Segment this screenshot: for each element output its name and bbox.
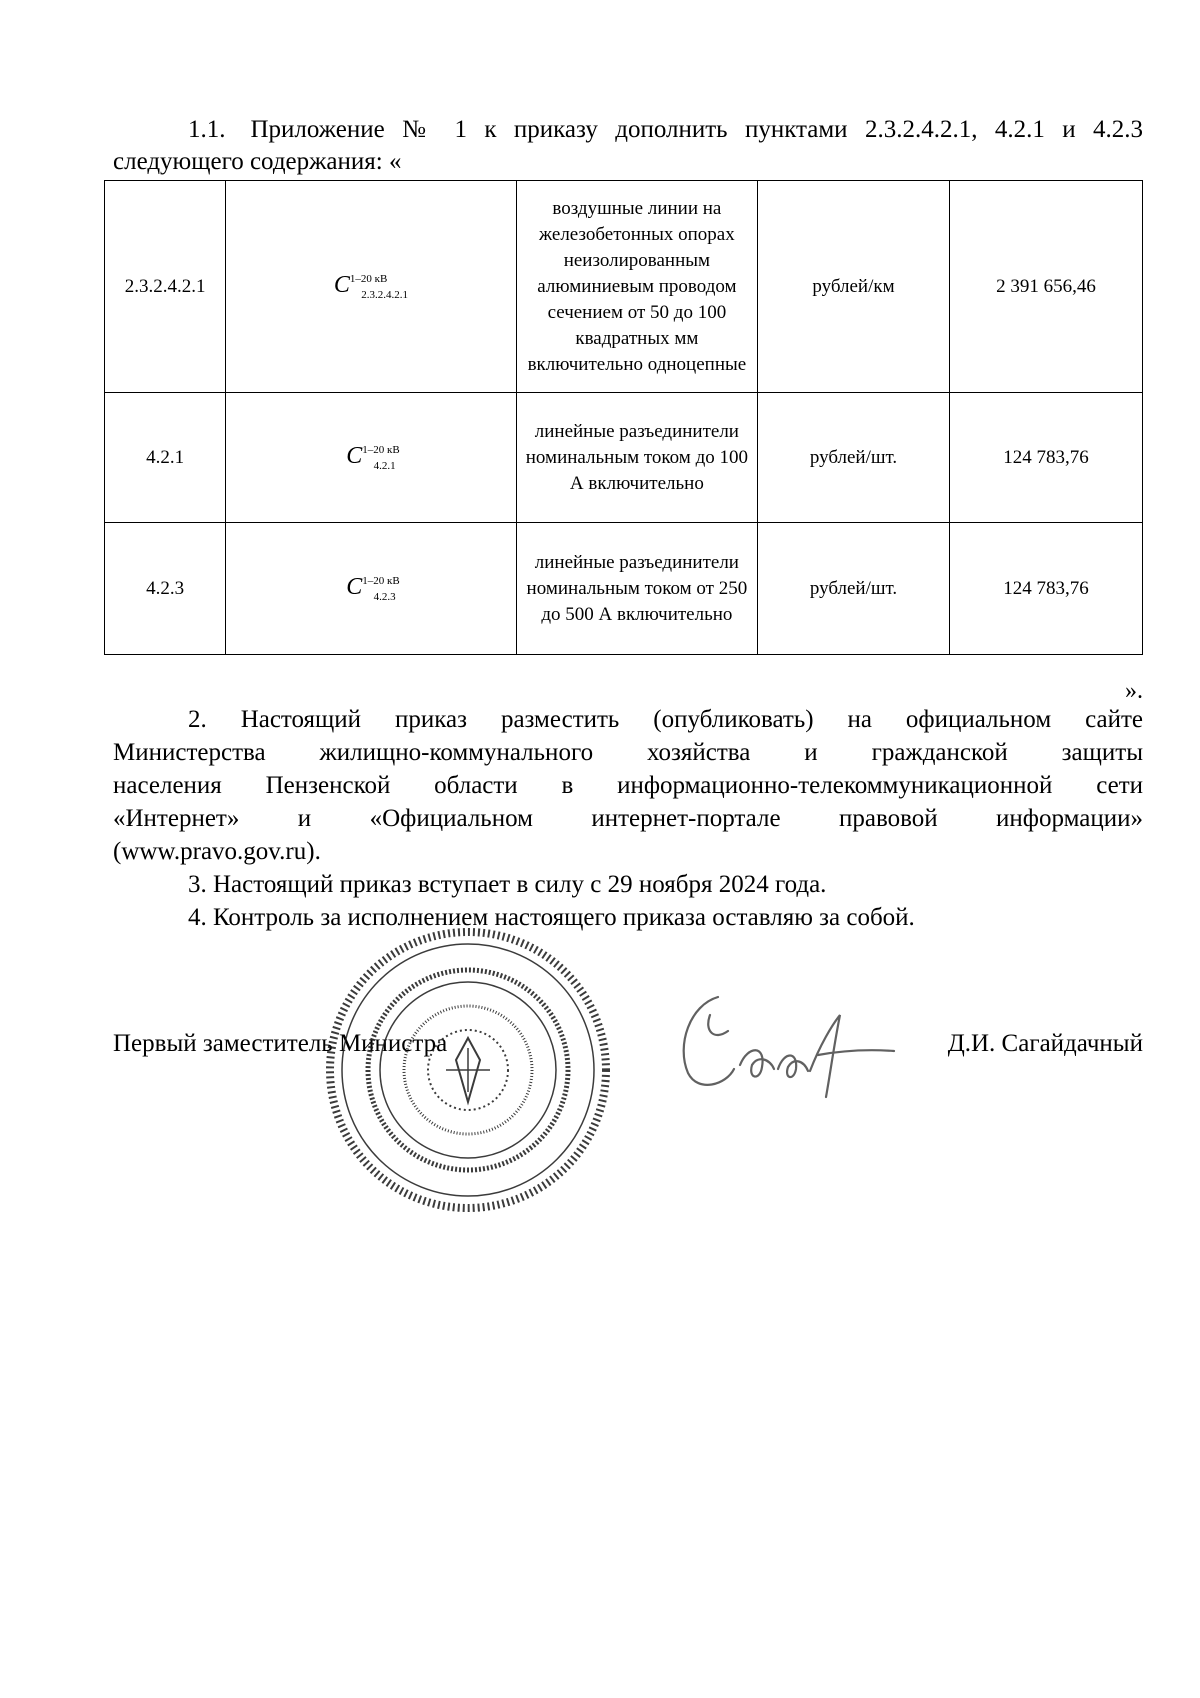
table-row [105,523,1143,655]
row-symbol: $C^{1-20 кВ}_{4.2.1}$ [226,393,517,523]
table-row [105,393,1143,523]
row-code: 2.3.2.4.2.1 [105,181,226,393]
row-code: 4.2.1 [105,393,226,523]
handwritten-signature [670,985,900,1105]
signatory-title: Первый заместитель Министра [113,1030,448,1057]
paragraph-2-line-3: населения Пензенской области в информационно-телекоммуникационной сети [113,772,1143,799]
row-description: воздушные линии на железобетонных опорах неизолированным алюминиевым проводом сечением от 50 до 100 квадратных мм включительно одноцепные [516,181,757,393]
row-value: 124 783,76 [949,523,1142,655]
signatory-name: Д.И. Сагайдачный [947,1030,1143,1057]
official-stamp [318,920,618,1220]
row-unit: рублей/км [758,181,950,393]
row-symbol: $C^{1-20 кВ}_{4.2.3}$ [226,523,517,655]
rates-table [104,180,1143,655]
row-code: 4.2.3 [105,523,226,655]
closing-quote: ». [1125,678,1143,704]
row-symbol: $C^{1-20 кВ}_{2.3.2.4.2.1}$ [226,181,517,393]
paragraph-1-line-2: следующего содержания: « [113,148,402,175]
paragraph-2-line-4: «Интернет» и «Официальном интернет-портале правовой информации» [113,805,1143,832]
table-row [105,181,1143,393]
row-value: 2 391 656,46 [949,181,1142,393]
paragraph-2-line-2: Министерства жилищно-коммунального хозяйства и гражданской защиты [113,739,1143,766]
row-unit: рублей/шт. [758,393,950,523]
paragraph-3: 3. Настоящий приказ вступает в силу с 29 ноября 2024 года. [188,871,827,898]
paragraph-4: 4. Контроль за исполнением настоящего приказа оставляю за собой. [188,904,915,931]
row-unit: рублей/шт. [758,523,950,655]
row-description: линейные разъединители номинальным током до 100 А включительно [516,393,757,523]
row-description: линейные разъединители номинальным током от 250 до 500 А включительно [516,523,757,655]
paragraph-2-line-1: 2. Настоящий приказ разместить (опубликовать) на официальном сайте [188,706,1143,733]
row-value: 124 783,76 [949,393,1142,523]
paragraph-1-line-1: 1.1. Приложение № 1 к приказу дополнить пунктами 2.3.2.4.2.1, 4.2.1 и 4.2.3 [188,116,1143,143]
paragraph-2-line-5: (www.pravo.gov.ru). [113,838,321,865]
